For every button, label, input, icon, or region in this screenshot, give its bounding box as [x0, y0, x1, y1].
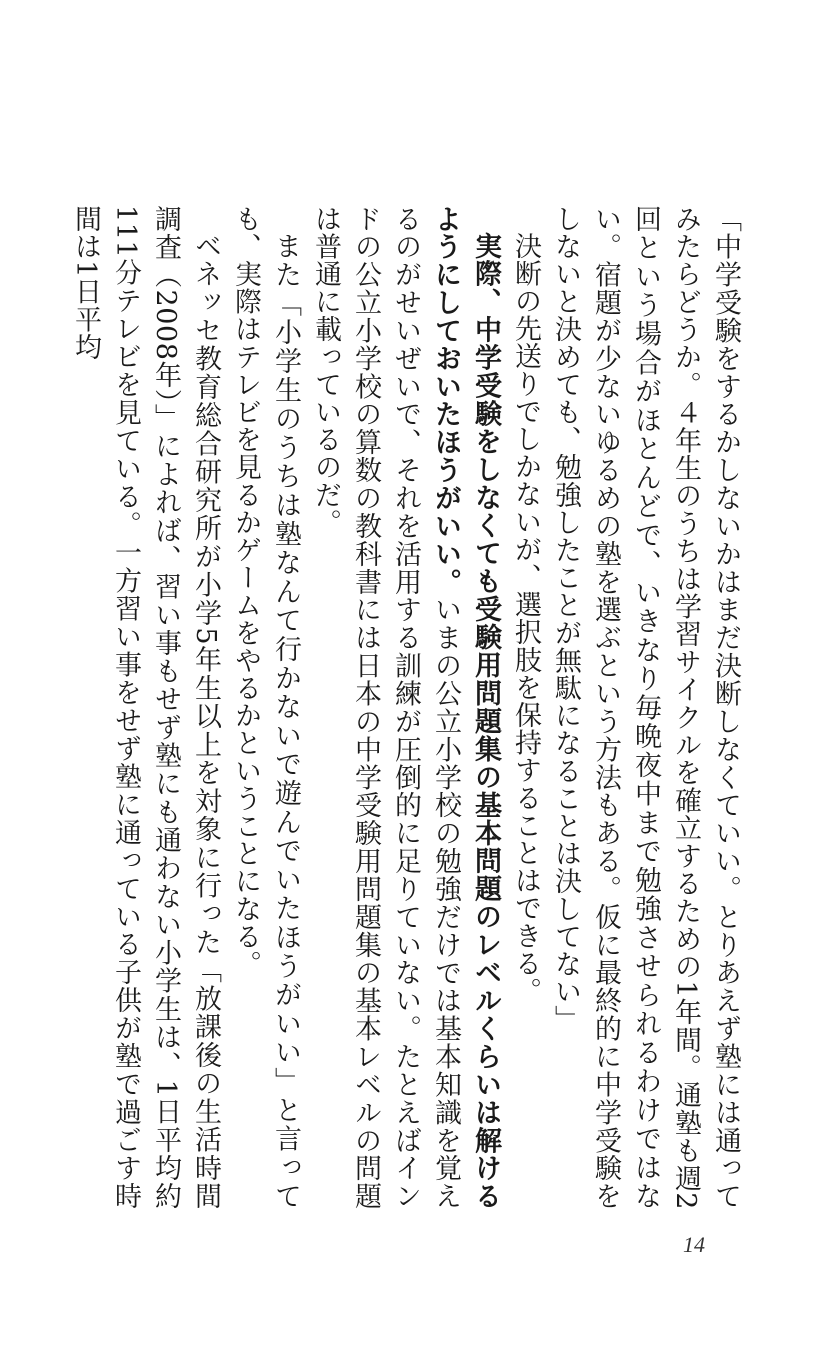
page-number: 14 — [683, 1232, 705, 1257]
paragraph-4 — [225, 205, 305, 1210]
paragraph-5 — [65, 205, 225, 1210]
text-segment: ベネッセ教育総合研究所が小学5年生以上を対象に行った「放課後の生活時間調査（2008年）」によれば、習い事もせず塾にも通わない小学生は、1日平均約111分テレビを見ている。一方習い事をせず塾に通っている子供が塾で過ごす時間は1日平均 — [70, 205, 221, 1210]
text-segment: 「中学受験をするかしないかはまだ決断しなくていい。とりあえず塾には通ってみたらどうか。４年生のうちは学習サイクルを確立するための1年間。通塾も週2回という場合がほとんどで、いきなり毎晩夜中まで勉強させられるわけではない。宿題が少ないゆるめの塾を選ぶという方法もある。仮に最終的に中学受験をしないと決めても、勉強したことが無駄になることは決してない」 — [550, 205, 741, 1210]
emphasized-text-segment: 実際、中学受験をしなくても受験用問題集の基本問題のレベルくらいは解けるようにしておいたほうがいい。 — [430, 205, 501, 1210]
text-segment: 決断の先送りでしかないが、選択肢を保持することはできる。 — [510, 232, 541, 1005]
paragraph-3 — [305, 205, 505, 1210]
text-segment: また「小学生のうちは塾なんて行かないで遊んでいたほうがいい」と言っても、実際はテレビを見るかゲームをやるかということになる。 — [230, 205, 301, 1210]
text-segment: いまの公立小学校の勉強だけでは基本知識を覚えるのがせいぜいで、それを活用する訓練が圧倒的に足りていない。たとえばインドの公立小学校の算数の教科書には日本の中学受験用問題集の基本レベルの問題は普通に載っているのだ。 — [310, 205, 461, 1210]
paragraph-1 — [545, 205, 745, 1210]
page-body-text — [65, 205, 745, 1210]
paragraph-2 — [505, 205, 545, 1210]
